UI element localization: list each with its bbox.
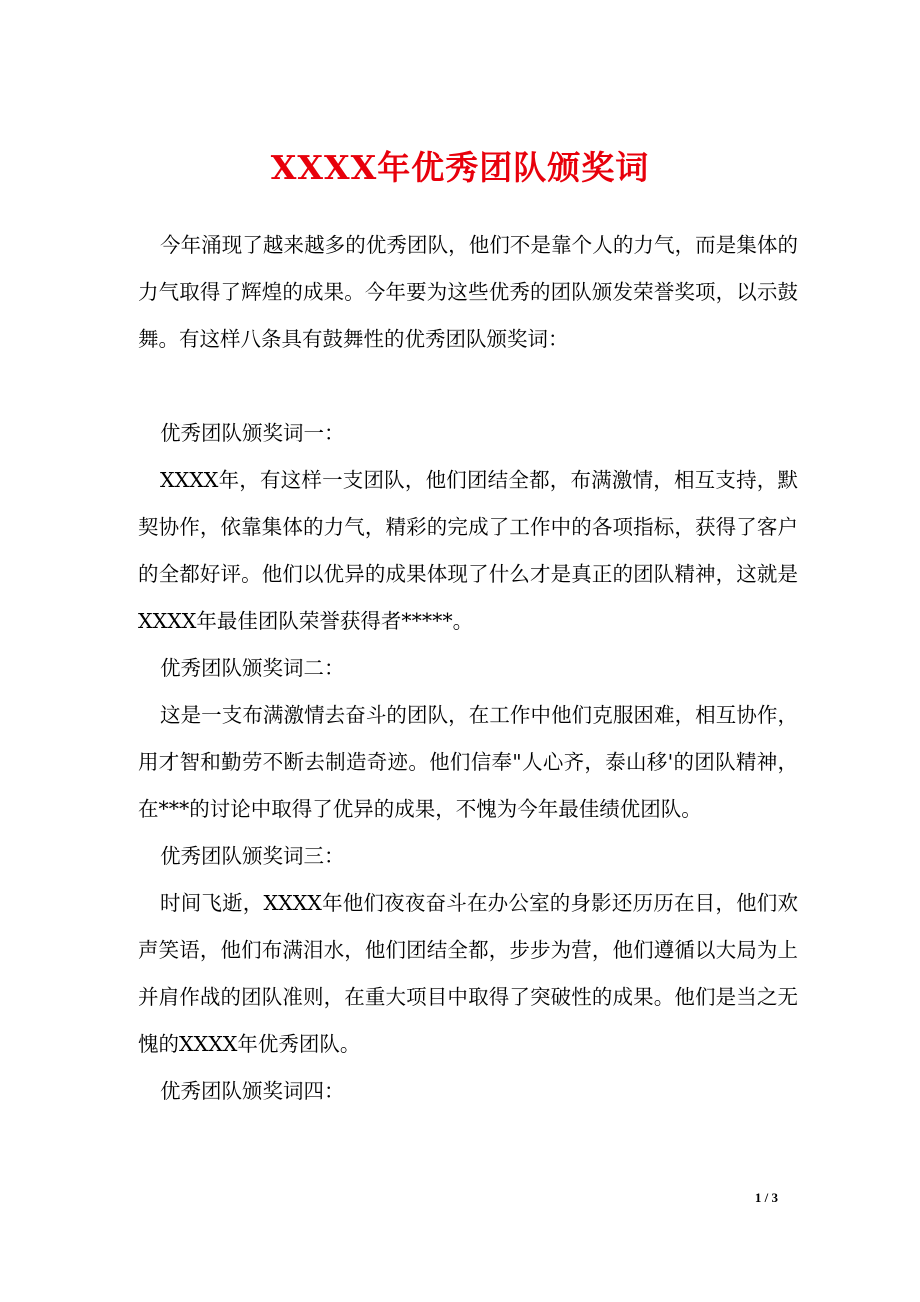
body-paragraph-1: XXXX年，有这样一支团队，他们团结全都，布满激情，相互支持，默契协作，依靠集体的力气，精彩的完成了工作中的各项指标，获得了客户的全都好评。他们以优异的成果体现了什么才是真正的团队精神，这就是XXXX年最佳团队荣誉获得者*****。 [138,468,798,633]
document-title: XXXX年优秀团队颁奖词 [270,148,650,187]
body-paragraph-3: 时间飞逝，XXXX年他们夜夜奋斗在办公室的身影还历历在目，他们欢声笑语，他们布满泪水，他们团结全都，步步为营，他们遵循以大局为上并肩作战的团队准则，在重大项目中取得了突破性的成果。他们是当之无愧的XXXX年优秀团队。 [138,891,798,1056]
document-body [138,222,798,1115]
section-heading-2: 优秀团队颁奖词二： [160,656,345,680]
page-number: 1 / 3 [754,1190,778,1205]
section-heading-3: 优秀团队颁奖词三： [160,844,345,868]
section-heading-4: 优秀团队颁奖词四： [160,1079,345,1103]
intro-paragraph: 今年涌现了越来越多的优秀团队，他们不是靠个人的力气，而是集体的力气取得了辉煌的成果。今年要为这些优秀的团队颁发荣誉奖项，以示鼓舞。有这样八条具有鼓舞性的优秀团队颁奖词： [138,233,798,351]
section-heading-1: 优秀团队颁奖词一： [160,421,345,445]
body-paragraph-2: 这是一支布满激情去奋斗的团队，在工作中他们克服困难，相互协作，用才智和勤劳不断去制造奇迹。他们信奉"人心齐，泰山移'的团队精神，在***的讨论中取得了优异的成果，不愧为今年最佳绩优团队。 [138,703,798,821]
